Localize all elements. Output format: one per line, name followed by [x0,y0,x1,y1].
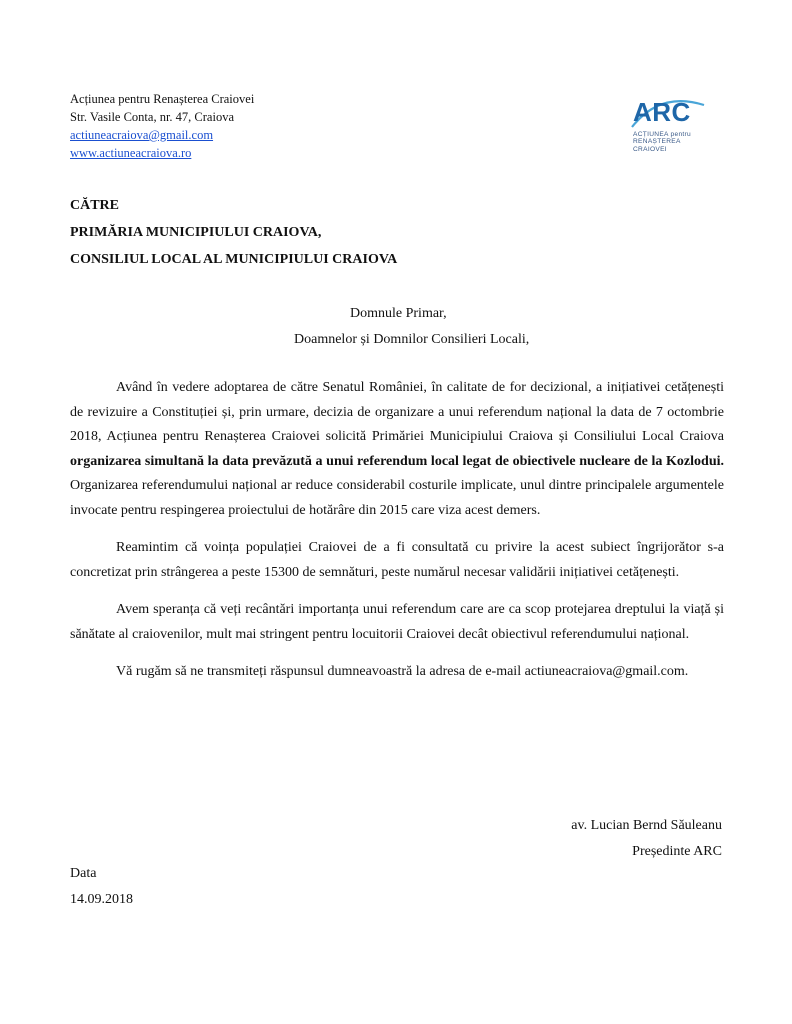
body-text: Organizarea referendumului național ar reduce considerabil costurile implicate, unul dintre principalele argumentele invocate pentru respingerea proiectului de hotărâre din 2015 care viza acest demers. [70,478,724,518]
body-paragraph [70,376,724,523]
body-paragraph: Reamintim că voința populației Craiovei de a fi consultată cu privire la acest subiect îngrijorător s-a concretizat prin strângerea a peste 15300 de semnături, peste numărul necesar validării inițiativei cetățenești. [70,540,724,580]
body-bold-text: organizarea simultană la data prevăzută a unui referendum local legat de obiectivele nucleare de la Kozlodui. [70,453,724,469]
sender-org: Acțiunea pentru Renașterea Craiovei [70,92,255,106]
date-label: Data [70,866,97,881]
sender-block [70,90,254,162]
signature-title: Președinte ARC [632,844,722,859]
salutation-line: Domnule Primar, [350,306,447,321]
arc-logo-subtitle-line: ACȚIUNEA pentru [633,131,692,138]
body-paragraph: Avem speranța că veți recântări importanța unui referendum care are ca scop protejarea dreptului la viață și sănătate al craiovenilor, mult mai stringent pentru locuitorii Craiovei decât obiectivul referendumului național. [70,602,724,642]
date-value: 14.09.2018 [70,892,133,907]
signature-name: av. Lucian Bernd Săuleanu [571,818,722,833]
addressee-block [70,192,397,273]
body-text: Având în vedere adoptarea de către Senatul României, în calitate de for decizional, a inițiativei cetățenești de revizuire a Constituției și, prin urmare, decizia de organizare a unui referendum național la data de 7 octombrie 2018, Acțiunea pentru Renașterea Craiovei solicită Primăriei Municipiului Craiova și Consiliului Local Craiova [70,380,724,444]
addressee-line: PRIMĂRIA MUNICIPIULUI CRAIOVA, [70,225,322,240]
sender-website-link[interactable]: www.actiuneacraiova.ro [70,146,192,160]
salutation-line: Doamnelor și Domnilor Consilieri Locali, [294,332,530,347]
signature-block [571,813,722,865]
body-paragraph: Vă rugăm să ne transmiteți răspunsul dumneavoastră la adresa de e-mail actiuneacraiova@gmail.com. [116,664,689,679]
arc-logo-subtitle-line: RENAȘTEREA [633,138,681,146]
sender-street: Str. Vasile Conta, nr. 47, Craiova [70,110,234,124]
arc-logo [622,94,708,174]
letter-body [70,376,724,698]
addressee-line: CĂTRE [70,198,120,213]
arc-logo-subtitle [633,131,691,153]
arc-logo-subtitle-line: CRAIOVEI [633,145,667,153]
sender-email-link[interactable]: actiuneacraiova@gmail.com [70,128,214,142]
addressee-line: CONSILIUL LOCAL AL MUNICIPIULUI CRAIOVA [70,252,398,267]
date-block [70,861,133,913]
arc-logo-text: ARC [633,97,691,127]
